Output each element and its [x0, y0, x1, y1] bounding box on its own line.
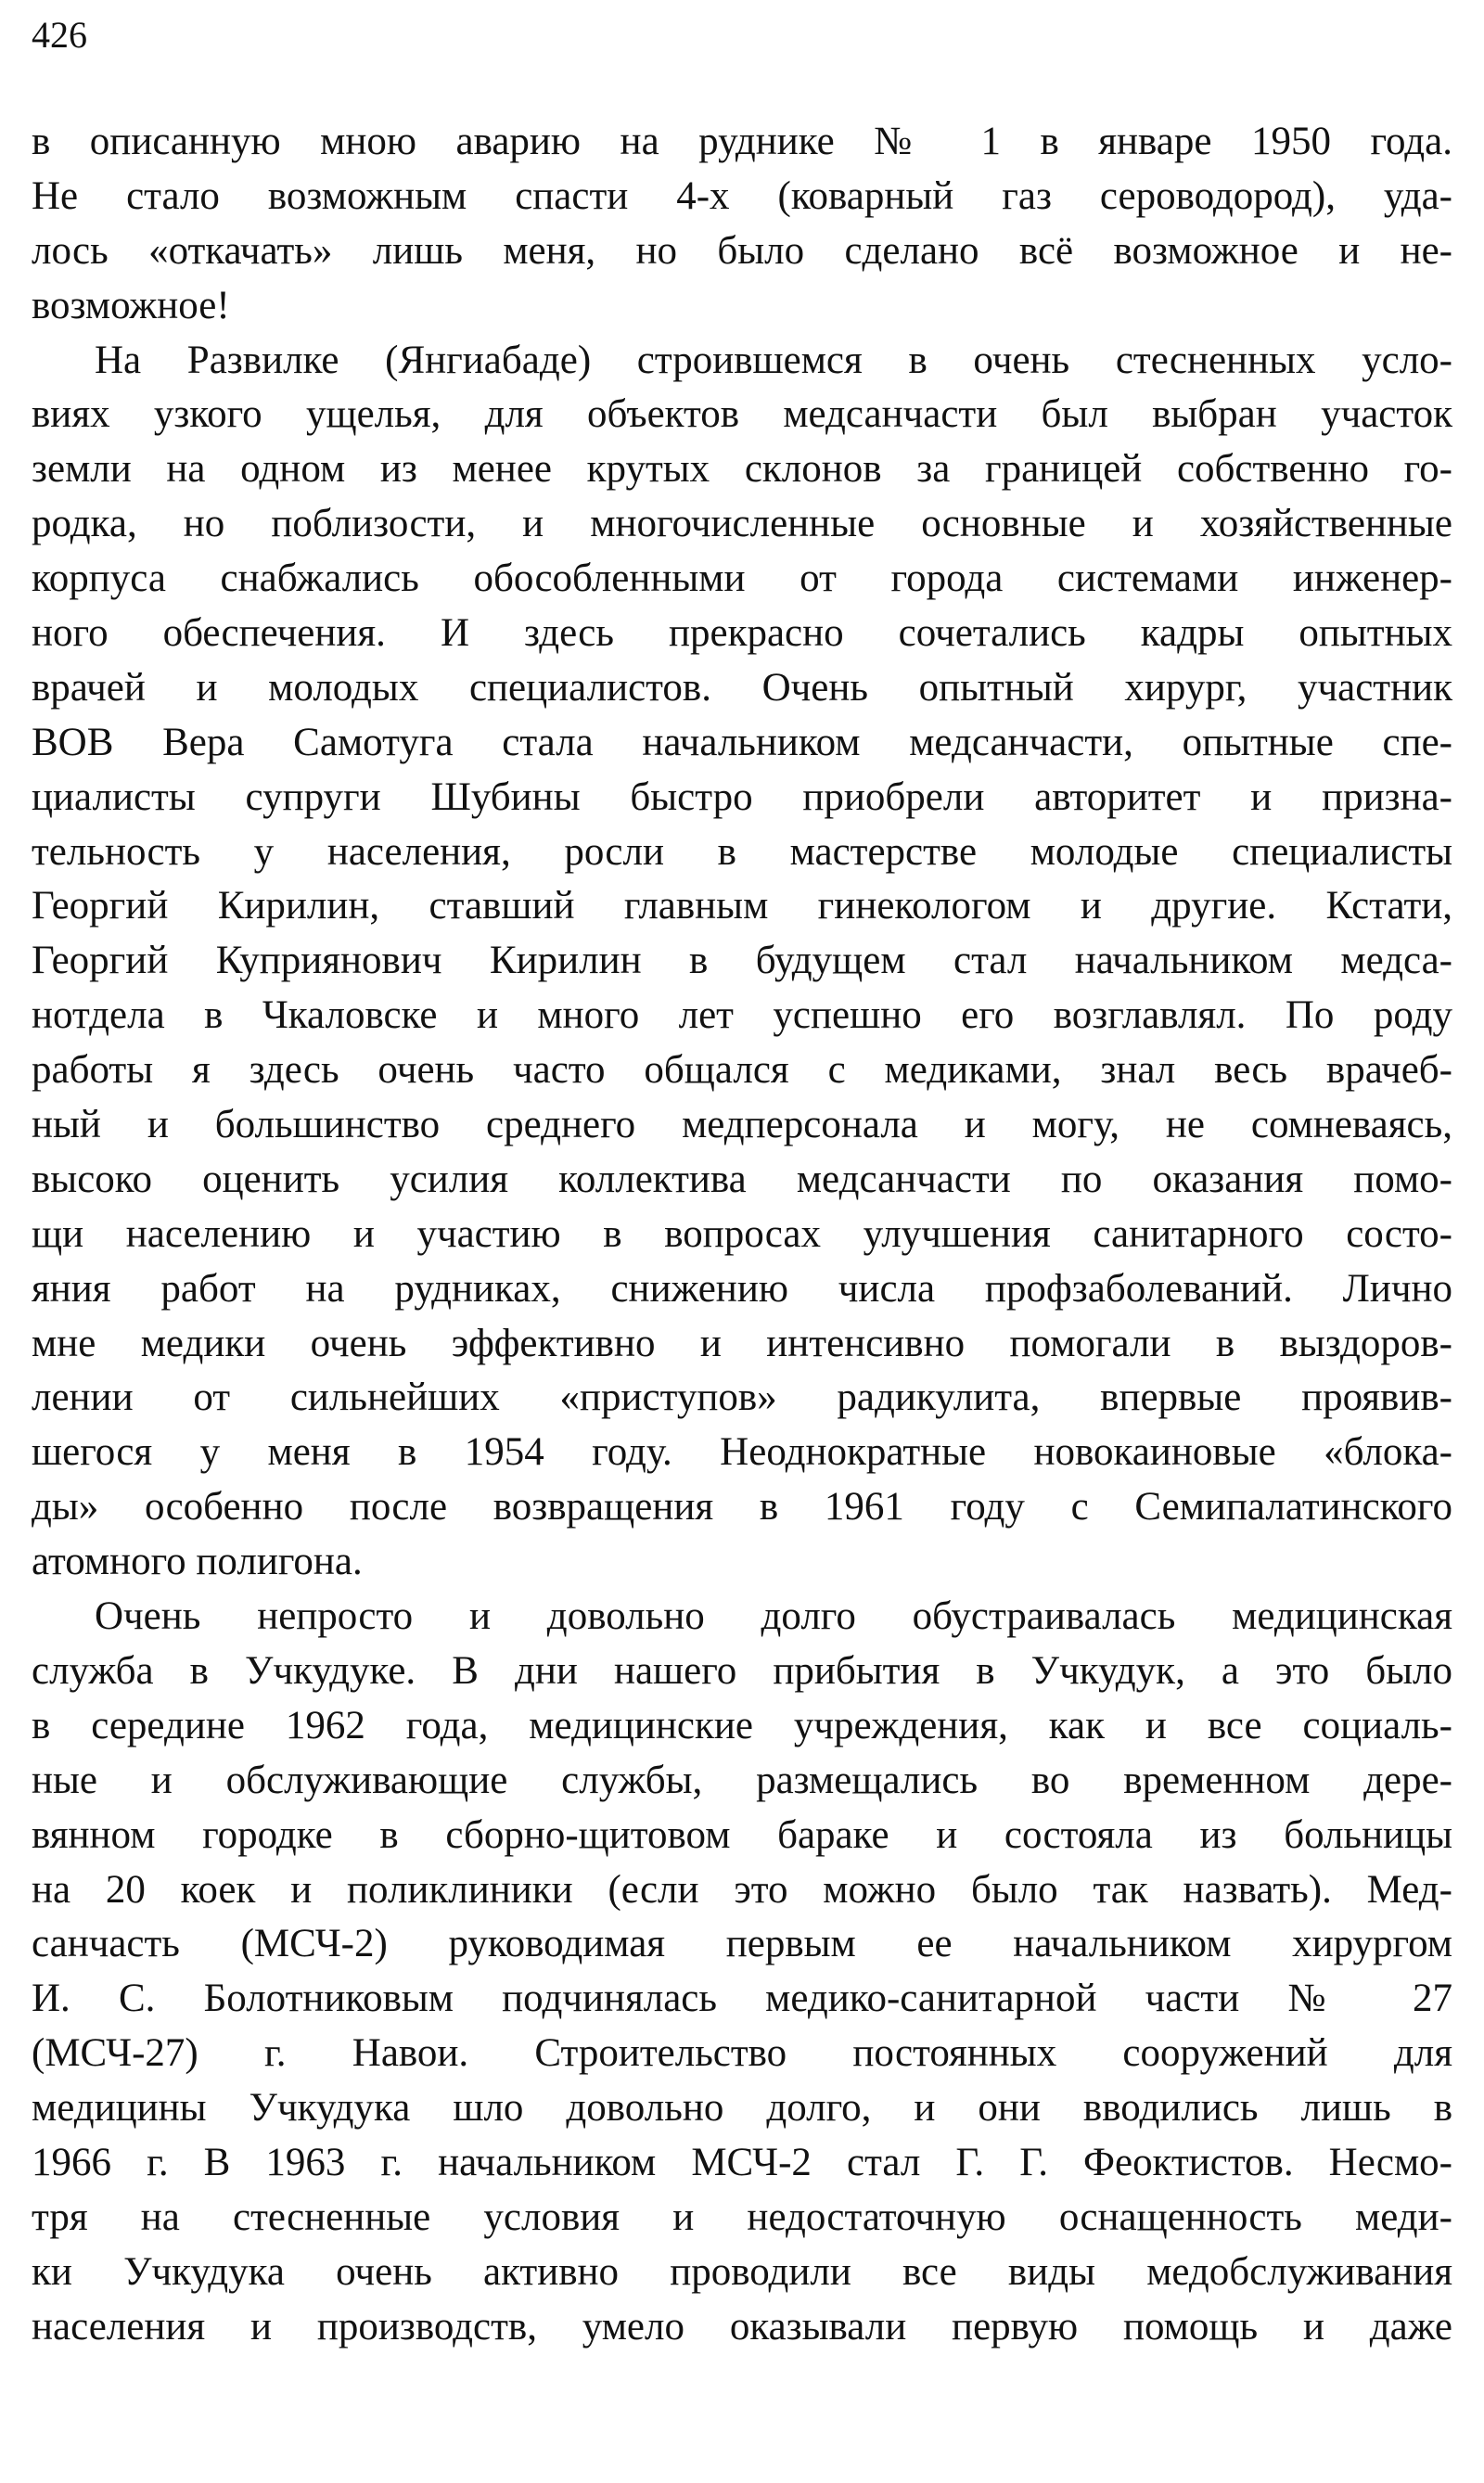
text-line: шегося у меня в 1954 году. Неоднократные новокаиновые «блока- — [32, 1430, 1452, 1475]
text-line: лось «откачать» лишь меня, но было сделано всё возможное и не- — [32, 228, 1452, 273]
text-line: Георгий Кирилин, ставший главным гинекологом и другие. Кстати, — [32, 884, 1452, 928]
text-line: лении от сильнейших «приступов» радикулита, впервые проявив- — [32, 1376, 1452, 1420]
text-line: корпуса снабжались обособленными от города системами инженер- — [32, 557, 1452, 601]
text-line: виях узкого ущелья, для объектов медсанчасти был выбран участок — [32, 392, 1452, 437]
text-line: И. С. Болотниковым подчинялась медико-санитарной части № 27 — [32, 1977, 1452, 2021]
text-line: земли на одном из менее крутых склонов за границей собственно го- — [32, 447, 1452, 492]
text-line: ВОВ Вера Самотуга стала начальником медсанчасти, опытные спе- — [32, 720, 1452, 764]
body-text — [32, 115, 1452, 2355]
text-line: тря на стесненные условия и недостаточную оснащенность меди- — [32, 2195, 1452, 2239]
text-line: высоко оценить усилия коллектива медсанчасти по оказания помо- — [32, 1157, 1452, 1201]
text-line: циалисты супруги Шубины быстро приобрели авторитет и призна- — [32, 774, 1452, 819]
text-line: возможное! — [32, 283, 230, 327]
text-line: ки Учкудука очень активно проводили все виды медобслуживания — [32, 2249, 1452, 2294]
text-line: ный и большинство среднего медперсонала и могу, не сомневаясь, — [32, 1103, 1452, 1147]
text-line: (МСЧ-27) г. Навои. Строительство постоянных сооружений для — [32, 2031, 1452, 2076]
text-line: Георгий Куприянович Кирилин в будущем стал начальником медса- — [32, 939, 1452, 983]
text-line: на 20 коек и поликлиники (если это можно было так назвать). Мед- — [32, 1867, 1452, 1912]
text-line: родка, но поблизости, и многочисленные основные и хозяйственные — [32, 502, 1452, 546]
paragraph-3 — [32, 1590, 1452, 2354]
text-line: санчасть (МСЧ-2) руководимая первым ее начальником хирургом — [32, 1922, 1452, 1966]
paragraph-1 — [32, 115, 1452, 334]
text-line: нотдела в Чкаловске и много лет успешно его возглавлял. По роду — [32, 993, 1452, 1038]
text-line: мне медики очень эффективно и интенсивно помогали в выздоров- — [32, 1321, 1452, 1365]
text-line: вянном городке в сборно-щитовом бараке и состояла из больницы — [32, 1812, 1452, 1857]
text-line: служба в Учкудуке. В дни нашего прибытия в Учкудук, а это было — [32, 1648, 1452, 1693]
text-line: врачей и молодых специалистов. Очень опытный хирург, участник — [32, 665, 1452, 710]
text-line: работы я здесь очень часто общался с медиками, знал весь врачеб- — [32, 1048, 1452, 1093]
text-line: атомного полигона. — [32, 1540, 363, 1584]
text-line: ные и обслуживающие службы, размещались во временном дере- — [32, 1758, 1452, 1802]
text-line: населения и производств, умело оказывали первую помощь и даже — [32, 2304, 1452, 2349]
text-line: ды» особенно после возвращения в 1961 году с Семипалатинского — [32, 1485, 1452, 1529]
paragraph-2 — [32, 334, 1452, 1590]
text-line: тельность у населения, росли в мастерстве молодые специалисты — [32, 829, 1452, 874]
text-line: щи населению и участию в вопросах улучшения санитарного состо- — [32, 1211, 1452, 1256]
page-number: 426 — [32, 14, 87, 56]
text-line: медицины Учкудука шло довольно долго, и они вводились лишь в — [32, 2086, 1452, 2131]
text-line: ного обеспечения. И здесь прекрасно сочетались кадры опытных — [32, 611, 1452, 656]
text-line: в описанную мною аварию на руднике № 1 в январе 1950 года. — [32, 120, 1452, 163]
text-line: Очень непросто и довольно долго обустраивалась медицинская — [95, 1594, 1452, 1639]
text-line: На Развилке (Янгиабаде) строившемся в очень стесненных усло- — [95, 338, 1452, 382]
text-line: яния работ на рудниках, снижению числа профзаболеваний. Лично — [32, 1266, 1452, 1311]
text-line: в середине 1962 года, медицинские учреждения, как и все социаль- — [32, 1703, 1452, 1747]
text-line: Не стало возможным спасти 4-х (коварный газ сероводород), уда- — [32, 173, 1452, 218]
text-line: 1966 г. В 1963 г. начальником МСЧ-2 стал Г. Г. Феоктистов. Несмо- — [32, 2140, 1452, 2184]
